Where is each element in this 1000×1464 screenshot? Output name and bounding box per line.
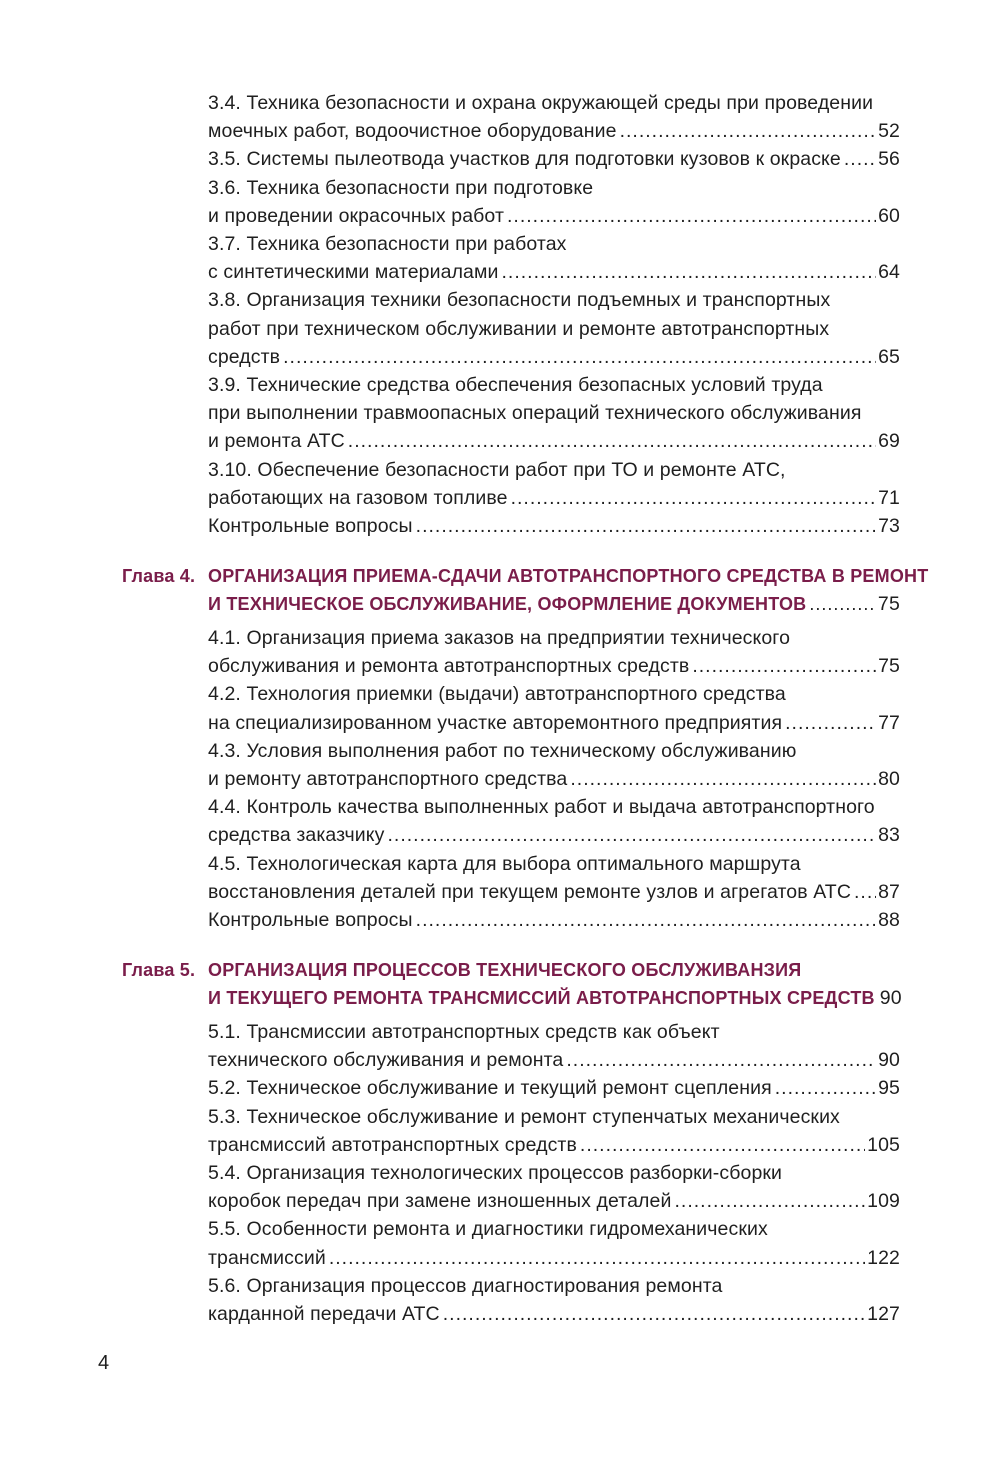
dot-leader: [580, 1131, 865, 1159]
toc-entry-page: 64: [878, 261, 900, 284]
toc-entry-text: технического обслуживания и ремонта: [208, 1049, 564, 1072]
dot-leader: [329, 1244, 865, 1272]
dot-leader: [348, 427, 876, 455]
chapter-5-label: Глава 5.: [122, 960, 196, 980]
page-number: 4: [98, 1352, 110, 1374]
toc-entry-text: 4.2. Технология приемки (выдачи) автотранспортного средства: [208, 683, 786, 706]
toc-entry[interactable]: [208, 906, 900, 934]
toc-entry-text: 4.4. Контроль качества выполненных работ и выдача автотранспортного: [208, 796, 875, 819]
toc-entry-text: восстановления деталей при текущем ремонте узлов и агрегатов АТС: [208, 880, 852, 903]
toc-entry-text: и проведении окрасочных работ: [208, 204, 504, 227]
chapter-5-title-line2: И ТЕКУЩЕГО РЕМОНТА ТРАНСМИССИЙ АВТОТРАНСПОРТНЫХ СРЕДСТВ: [208, 988, 875, 1008]
toc-entry-page: 80: [878, 768, 900, 791]
toc-entry-text: коробок передач при замене изношенных деталей: [208, 1190, 672, 1213]
toc-entry-text: 3.10. Обеспечение безопасности работ при ТО и ремонте АТС,: [208, 458, 786, 481]
dot-leader: [775, 1074, 876, 1102]
chapter-4-title: [208, 562, 929, 618]
toc-entry[interactable]: [208, 737, 900, 793]
dot-leader: [620, 117, 877, 145]
toc-entry-page: 90: [878, 1049, 900, 1072]
toc-entry[interactable]: [208, 371, 900, 456]
toc-entry-page: 52: [878, 120, 900, 143]
toc-entry-text: работающих на газовом топливе: [208, 486, 508, 509]
dot-leader: [809, 590, 876, 618]
toc-entry[interactable]: [208, 1074, 900, 1102]
toc-entry-page: 95: [878, 1077, 900, 1100]
toc-entry-text: 5.6. Организация процессов диагностирования ремонта: [208, 1274, 723, 1297]
toc-entry-text: 5.5. Особенности ремонта и диагностики гидромеханических: [208, 1218, 768, 1241]
toc-entry-page: 56: [878, 148, 900, 171]
dot-leader: [416, 906, 876, 934]
section-3-entries: [208, 89, 900, 540]
dot-leader: [854, 878, 876, 906]
chapter-4-title-line1: ОРГАНИЗАЦИЯ ПРИЕМА-СДАЧИ АВТОТРАНСПОРТНОГО СРЕДСТВА В РЕМОНТ: [208, 566, 929, 586]
toc-entry[interactable]: [208, 456, 900, 512]
toc-entry[interactable]: [208, 624, 900, 680]
toc-entry-page: 69: [878, 430, 900, 453]
toc-entry-text: средства заказчику: [208, 824, 385, 847]
toc-entry-text: 3.5. Системы пылеотвода участков для подготовки кузовов к окраске: [208, 148, 841, 171]
toc-entry-page: 75: [878, 655, 900, 678]
toc-entry-text: трансмиссий: [208, 1246, 326, 1269]
chapter-4-title-line2: И ТЕХНИЧЕСКОЕ ОБСЛУЖИВАНИЕ, ОФОРМЛЕНИЕ ДОКУМЕНТОВ: [208, 594, 807, 614]
toc-entry-page: 105: [867, 1133, 900, 1156]
dot-leader: [283, 343, 876, 371]
toc-entry-text: 3.9. Технические средства обеспечения безопасных условий труда: [208, 374, 823, 397]
toc-entry-page: 127: [867, 1303, 900, 1326]
toc-entry-page: 77: [878, 711, 900, 734]
dot-leader: [388, 821, 877, 849]
toc-entry[interactable]: [208, 1018, 900, 1074]
toc-entry[interactable]: [208, 1272, 900, 1328]
toc-entry[interactable]: [208, 850, 900, 906]
toc-entry-text: 5.3. Техническое обслуживание и ремонт ступенчатых механических: [208, 1105, 840, 1128]
dot-leader: [443, 1300, 865, 1328]
dot-leader: [570, 765, 876, 793]
chapter-5-entries: [208, 1018, 900, 1328]
chapter-5-title-line1: ОРГАНИЗАЦИЯ ПРОЦЕССОВ ТЕХНИЧЕСКОГО ОБСЛУЖИВАНЗИЯ: [208, 960, 802, 980]
chapter-4-heading: [100, 562, 929, 622]
toc-entry-text: и ремонту автотранспортного средства: [208, 768, 568, 791]
chapter-4-label: Глава 4.: [122, 566, 196, 586]
toc-entry[interactable]: [208, 174, 900, 230]
toc-entry-text: средств: [208, 345, 281, 368]
chapter-5-title: [208, 956, 900, 1012]
toc-entry[interactable]: [208, 1103, 900, 1159]
dot-leader: [692, 652, 876, 680]
toc-entry-page: 83: [878, 824, 900, 847]
dot-leader: [416, 512, 876, 540]
toc-entry-text: карданной передачи АТС: [208, 1303, 440, 1326]
toc-entry-text: Контрольные вопросы: [208, 909, 413, 932]
toc-entry-text: Контрольные вопросы: [208, 515, 413, 538]
toc-entry-text: 5.4. Организация технологических процессов разборки-сборки: [208, 1162, 783, 1185]
toc-entry[interactable]: [208, 1159, 900, 1215]
toc-entry-text: 3.4. Техника безопасности и охрана окружающей среды при проведении: [208, 92, 874, 114]
chapter-5-heading: [100, 956, 900, 1016]
toc-entry-page: 71: [878, 486, 900, 509]
toc-entry-text: 3.6. Техника безопасности при подготовке: [208, 176, 594, 199]
toc-entry[interactable]: [208, 145, 900, 173]
toc-entry-text: 5.1. Трансмиссии автотранспортных средств как объект: [208, 1021, 720, 1043]
toc-entry-text: на специализированном участке авторемонтного предприятия: [208, 711, 783, 734]
toc-entry-page: 122: [867, 1246, 900, 1269]
toc-entry[interactable]: [208, 286, 900, 371]
toc-entry-text: 4.5. Технологическая карта для выбора оптимального маршрута: [208, 852, 801, 875]
toc-entry-text: 3.8. Организация техники безопасности подъемных и транспортных: [208, 289, 831, 312]
toc-entry-page: 88: [878, 909, 900, 932]
toc-entry-text: при выполнении травмоопасных операций технического обслуживания: [208, 402, 862, 425]
chapter-4-entries: [208, 624, 900, 934]
dot-leader: [785, 709, 876, 737]
toc-entry[interactable]: [208, 89, 900, 145]
toc-entry[interactable]: [208, 230, 900, 286]
dot-leader: [844, 145, 876, 173]
toc-entry-text: 3.7. Техника безопасности при работах: [208, 233, 567, 256]
dot-leader: [511, 484, 877, 512]
toc-entry[interactable]: [208, 512, 900, 540]
toc-entry[interactable]: [208, 1215, 900, 1271]
toc-entry-text: работ при техническом обслуживании и ремонте автотранспортных: [208, 317, 830, 340]
toc-entry-page: 87: [878, 880, 900, 903]
toc-entry-page: 65: [878, 345, 900, 368]
chapter-5-page: 90: [879, 987, 902, 1009]
toc-entry[interactable]: [208, 680, 900, 736]
toc-entry-page: 60: [878, 204, 900, 227]
toc-entry-text: с синтетическими материалами: [208, 261, 499, 284]
dot-leader: [502, 258, 877, 286]
toc-entry-text: 4.1. Организация приема заказов на предприятии технического: [208, 627, 791, 649]
dot-leader: [674, 1187, 865, 1215]
toc-entry-text: и ремонта АТС: [208, 430, 345, 453]
toc-entry-text: обслуживания и ремонта автотранспортных средств: [208, 655, 690, 678]
toc-entry-text: 5.2. Техническое обслуживание и текущий ремонт сцепления: [208, 1077, 772, 1100]
toc-entry-page: 109: [867, 1190, 900, 1213]
chapter-4-page: 75: [877, 593, 900, 615]
toc-entry-text: моечных работ, водоочистное оборудование: [208, 120, 617, 143]
dot-leader: [566, 1046, 876, 1074]
toc-entry-text: трансмиссий автотранспортных средств: [208, 1133, 577, 1156]
toc-entry-text: 4.3. Условия выполнения работ по техническому обслуживанию: [208, 739, 797, 762]
toc-entry[interactable]: [208, 793, 900, 849]
toc-entry-page: 73: [878, 515, 900, 538]
dot-leader: [507, 202, 876, 230]
